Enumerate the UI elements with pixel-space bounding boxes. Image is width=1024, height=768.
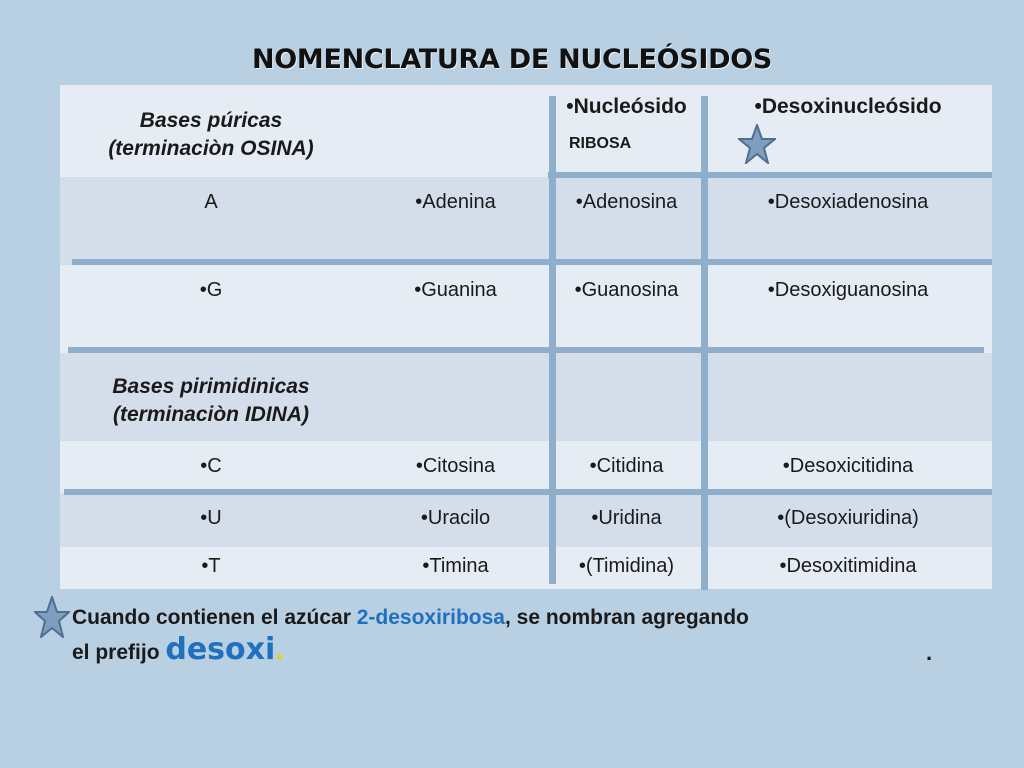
table-cell-nucleoside: •Adenosina	[549, 177, 704, 265]
header-nucleoside-label: •Nucleósido	[566, 95, 687, 118]
table-cell-nucleoside: •Citidina	[549, 441, 704, 493]
header-col2	[362, 85, 549, 177]
vertical-divider	[549, 96, 556, 584]
header-purine-line2: (terminaciòn OSINA)	[108, 137, 314, 160]
header-nucleoside	[549, 85, 704, 177]
star-icon	[738, 124, 776, 164]
page-title: NOMENCLATURA DE NUCLEÓSIDOS	[251, 44, 773, 75]
table-cell-name: •Adenina	[362, 177, 549, 265]
table-cell-empty	[362, 353, 549, 441]
table-cell-name: •Uracilo	[362, 493, 549, 547]
footer-text-line2: el prefijo	[72, 641, 166, 664]
table-cell-base: A	[60, 177, 362, 265]
table-cell-base: •C	[60, 441, 362, 493]
header-pyrimidine-line2: (terminaciòn IDINA)	[112, 403, 309, 426]
table-cell-nucleoside: •(Timidina)	[549, 547, 704, 589]
table-cell-base: •G	[60, 265, 362, 353]
table-cell-deoxy: •(Desoxiuridina)	[704, 493, 992, 547]
horizontal-divider	[548, 172, 992, 178]
horizontal-divider	[64, 489, 992, 495]
horizontal-divider	[72, 259, 992, 265]
table-cell-deoxy: •Desoxicitidina	[704, 441, 992, 493]
header-purine-bases	[60, 85, 362, 177]
header-deoxynucleoside-label: •Desoxinucleósido	[754, 95, 942, 118]
table-cell-name: •Citosina	[362, 441, 549, 493]
footer-text-part2: , se nombran agregando	[504, 606, 749, 629]
table-cell-nucleoside: •Guanosina	[549, 265, 704, 353]
footer-note	[72, 602, 952, 669]
table-cell-deoxy: •Desoxitimidina	[704, 547, 992, 589]
header-ribosa-label: RIBOSA	[569, 135, 632, 152]
footer-text-part1: Cuando contienen el azúcar	[72, 606, 357, 629]
table-cell-empty	[549, 353, 704, 441]
table-cell-name: •Guanina	[362, 265, 549, 353]
table-cell-base: •U	[60, 493, 362, 547]
table-cell-base: •T	[60, 547, 362, 589]
table-cell-deoxy: •Desoxiadenosina	[704, 177, 992, 265]
header-purine-line1: Bases púricas	[139, 109, 283, 132]
footer-highlight: 2-desoxiribosa	[356, 606, 505, 629]
header-pyrimidine-line1: Bases pirimidinicas	[112, 375, 310, 398]
footer-period: .	[275, 633, 284, 666]
header-pyrimidine-bases	[60, 353, 362, 441]
table-cell-deoxy: •Desoxiguanosina	[704, 265, 992, 353]
table-cell-name: •Timina	[362, 547, 549, 589]
nomenclature-table	[60, 85, 992, 589]
table-cell-empty	[704, 353, 992, 441]
star-icon	[34, 596, 70, 638]
vertical-divider	[701, 96, 708, 590]
stray-dot: .	[926, 640, 933, 665]
horizontal-divider	[68, 347, 984, 353]
table-cell-nucleoside: •Uridina	[549, 493, 704, 547]
footer-prefix: desoxi	[165, 632, 276, 667]
